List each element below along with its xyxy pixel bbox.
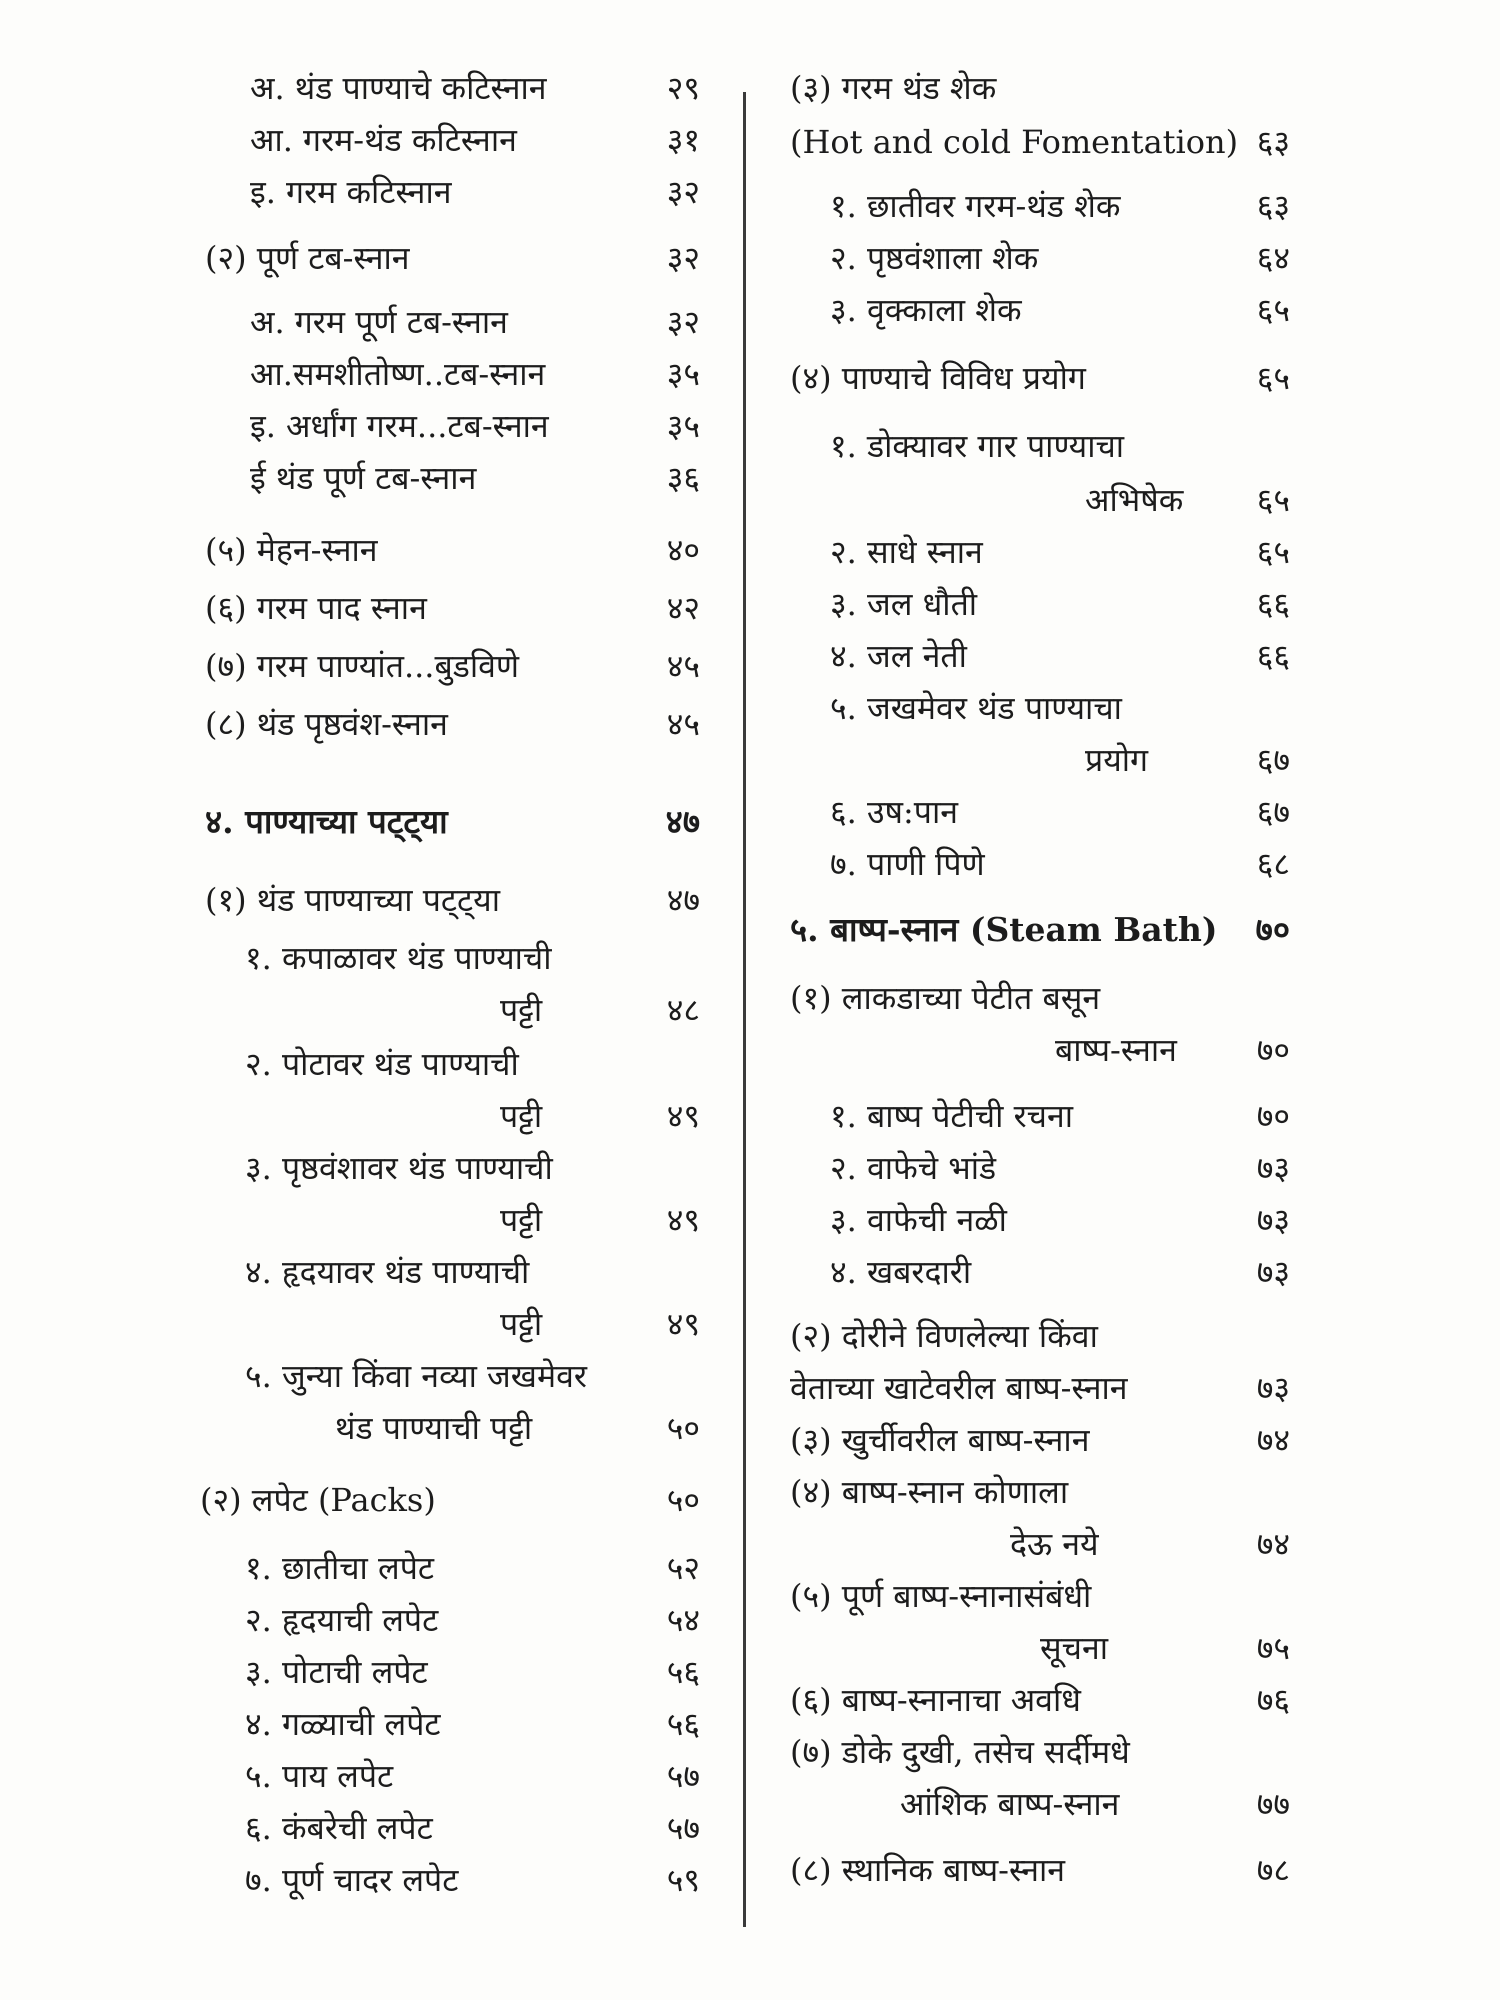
toc-entry <box>745 1778 1500 1830</box>
toc-entry-page-number: ५० <box>666 1481 700 1519</box>
toc-entry <box>0 698 745 750</box>
toc-entry-label: आ. गरम-थंड कटिस्नान <box>250 121 517 159</box>
toc-entry-label: २. साधे स्नान <box>830 533 983 571</box>
toc-entry-page-number: ६७ <box>1256 741 1290 779</box>
toc-entry <box>0 348 745 400</box>
toc-entry <box>745 972 1500 1024</box>
toc-entry-label: ३. जल धौती <box>830 585 978 623</box>
toc-left-column <box>0 0 745 2000</box>
toc-entry-page-number: ३५ <box>666 355 700 393</box>
toc-entry <box>0 1194 745 1246</box>
toc-entry-page-number: ३६ <box>666 459 700 497</box>
toc-entry <box>745 1024 1500 1076</box>
toc-entry <box>745 734 1500 786</box>
toc-entry-page-number: ४० <box>666 531 700 569</box>
toc-entry <box>745 630 1500 682</box>
toc-entry-label: (७) गरम पाण्यांत...बुडविणे <box>205 647 520 685</box>
toc-entry <box>745 1194 1500 1246</box>
toc-entry-page-number: ४९ <box>666 1305 700 1343</box>
toc-entry <box>745 786 1500 838</box>
toc-entry-page-number: ५६ <box>666 1705 700 1743</box>
toc-entry-label: देऊ नये <box>1010 1525 1099 1563</box>
toc-entry-page-number: ७८ <box>1256 1851 1290 1889</box>
toc-entry-page-number: ६३ <box>1256 123 1290 161</box>
toc-entry-label: २. वाफेचे भांडे <box>830 1149 997 1187</box>
toc-entry-label: (६) गरम पाद स्नान <box>205 589 427 627</box>
toc-entry-label: पट्टी <box>500 1201 543 1239</box>
toc-entry-page-number: ५२ <box>666 1549 700 1587</box>
toc-entry <box>745 904 1500 956</box>
toc-entry-page-number: ४५ <box>666 647 700 685</box>
toc-entry-page-number: ५७ <box>666 1809 700 1847</box>
toc-entry-label: (६) बाष्प-स्नानाचा अवधि <box>790 1681 1081 1719</box>
toc-entry <box>745 1726 1500 1778</box>
toc-entry-page-number: ५६ <box>666 1653 700 1691</box>
toc-entry <box>745 682 1500 734</box>
toc-entry <box>745 1844 1500 1896</box>
toc-entry-page-number: ४५ <box>666 705 700 743</box>
toc-entry-page-number: ४२ <box>666 589 700 627</box>
toc-entry-page-number: ७४ <box>1256 1421 1290 1459</box>
toc-entry-label: आंशिक बाष्प-स्नान <box>900 1785 1120 1823</box>
toc-entry-label: (४) बाष्प-स्नान कोणाला <box>790 1473 1069 1511</box>
toc-entry-label: अ. थंड पाण्याचे कटिस्नान <box>250 69 547 107</box>
toc-entry-label: वेताच्या खाटेवरील बाष्प-स्नान <box>790 1369 1128 1407</box>
toc-entry <box>0 1142 745 1194</box>
toc-entry-page-number: ४९ <box>666 1201 700 1239</box>
toc-entry <box>745 578 1500 630</box>
toc-entry-label: ३. वाफेची नळी <box>830 1201 1007 1239</box>
toc-entry <box>0 796 745 848</box>
toc-entry-page-number: ७० <box>1256 1097 1290 1135</box>
toc-entry-label: २. पोटावर थंड पाण्याची <box>245 1045 519 1083</box>
toc-entry <box>0 1474 745 1526</box>
toc-entry <box>745 62 1500 114</box>
toc-entry <box>0 1854 745 1906</box>
toc-entry-page-number: ७५ <box>1256 1629 1290 1667</box>
toc-entry-label: ५. बाष्प-स्नान (Steam Bath) <box>790 910 1218 949</box>
toc-entry-page-number: ३२ <box>666 239 700 277</box>
toc-entry-page-number: ७३ <box>1256 1253 1290 1291</box>
toc-entry-label: ६. उष:पान <box>830 793 959 831</box>
toc-entry-label: (७) डोके दुखी, तसेच सर्दीमधे <box>790 1733 1130 1771</box>
toc-entry <box>745 1466 1500 1518</box>
toc-right-column <box>745 0 1500 2000</box>
toc-entry-page-number: ६६ <box>1256 585 1290 623</box>
toc-entry-page-number: ४७ <box>666 881 700 919</box>
toc-entry-label: ४. हृदयावर थंड पाण्याची <box>245 1253 530 1291</box>
toc-entry-label: (५) मेहन-स्नान <box>205 531 378 569</box>
toc-entry-page-number: ६५ <box>1256 291 1290 329</box>
toc-entry-page-number: ७० <box>1256 1031 1290 1069</box>
toc-entry <box>0 1594 745 1646</box>
toc-entry-page-number: ४८ <box>666 991 700 1029</box>
toc-entry <box>0 452 745 504</box>
toc-entry-label: (३) खुर्चीवरील बाष्प-स्नान <box>790 1421 1090 1459</box>
toc-entry <box>745 526 1500 578</box>
toc-entry-page-number: ६५ <box>1256 533 1290 571</box>
toc-entry-label: ७. पाणी पिणे <box>830 845 985 883</box>
toc-entry-label: १. छातीवर गरम-थंड शेक <box>830 187 1121 225</box>
toc-entry-page-number: ७० <box>1255 910 1290 949</box>
toc-entry-label: ई थंड पूर्ण टब-स्नान <box>250 459 477 497</box>
toc-entry <box>0 62 745 114</box>
toc-entry-page-number: ६५ <box>1256 359 1290 397</box>
toc-entry-page-number: ७७ <box>1256 1785 1290 1823</box>
toc-entry-label: (२) पूर्ण टब-स्नान <box>205 239 410 277</box>
toc-entry-label: सूचना <box>1040 1629 1109 1667</box>
toc-entry-label: ६. कंबरेची लपेट <box>245 1809 433 1847</box>
toc-entry-label: (२) दोरीने विणलेल्या किंवा <box>790 1317 1098 1355</box>
toc-entry-page-number: ५० <box>666 1409 700 1447</box>
toc-entry-page-number: ५४ <box>666 1601 700 1639</box>
toc-entry-page-number: ४७ <box>665 802 700 841</box>
toc-entry-label: अभिषेक <box>1085 481 1184 519</box>
toc-entry <box>745 1090 1500 1142</box>
toc-entry <box>0 582 745 634</box>
toc-entry-label: बाष्प-स्नान <box>1055 1031 1177 1069</box>
toc-entry-page-number: २९ <box>666 69 700 107</box>
toc-entry <box>0 1038 745 1090</box>
toc-entry <box>745 180 1500 232</box>
toc-entry-label: (१) लाकडाच्या पेटीत बसून <box>790 979 1101 1017</box>
toc-entry-page-number: ७३ <box>1256 1369 1290 1407</box>
toc-entry-label: ४. पाण्याच्या पट्ट्या <box>205 802 448 841</box>
toc-entry <box>745 1414 1500 1466</box>
toc-entry-label: ५. पाय लपेट <box>245 1757 394 1795</box>
toc-entry-label: ४. गळ्याची लपेट <box>245 1705 441 1743</box>
toc-entry-label: १. कपाळावर थंड पाण्याची <box>245 939 552 977</box>
toc-entry-label: ३. पृष्ठवंशावर थंड पाण्याची <box>245 1149 553 1187</box>
toc-entry <box>0 1646 745 1698</box>
toc-entry-label: ५. जखमेवर थंड पाण्याचा <box>830 689 1122 727</box>
toc-entry <box>745 474 1500 526</box>
toc-entry <box>745 232 1500 284</box>
toc-entry <box>745 420 1500 472</box>
toc-entry <box>0 1698 745 1750</box>
toc-entry-label: अ. गरम पूर्ण टब-स्नान <box>250 303 508 341</box>
toc-entry-page-number: ६७ <box>1256 793 1290 831</box>
toc-entry <box>745 1142 1500 1194</box>
toc-entry <box>0 1090 745 1142</box>
toc-entry <box>0 874 745 926</box>
toc-entry <box>0 1402 745 1454</box>
toc-entry-label: पट्टी <box>500 1097 543 1135</box>
toc-entry-label: १. बाष्प पेटीची रचना <box>830 1097 1074 1135</box>
toc-entry-page-number: ६३ <box>1256 187 1290 225</box>
toc-entry-label: (Hot and cold Fomentation) <box>790 123 1239 161</box>
toc-entry-label: (२) लपेट (Packs) <box>200 1481 436 1519</box>
toc-entry <box>0 640 745 692</box>
toc-entry <box>0 1542 745 1594</box>
toc-entry-label: (८) थंड पृष्ठवंश-स्नान <box>205 705 448 743</box>
toc-entry <box>0 932 745 984</box>
toc-entry-label: पट्टी <box>500 991 543 1029</box>
toc-entry-label: प्रयोग <box>1085 741 1149 779</box>
toc-entry-label: इ. अर्धांग गरम...टब-स्नान <box>250 407 549 445</box>
toc-entry-page-number: ७३ <box>1256 1149 1290 1187</box>
toc-entry-page-number: ६८ <box>1256 845 1290 883</box>
toc-entry-label: (८) स्थानिक बाष्प-स्नान <box>790 1851 1066 1889</box>
toc-entry <box>745 116 1500 168</box>
toc-entry <box>745 1674 1500 1726</box>
toc-entry-label: थंड पाण्याची पट्टी <box>335 1409 533 1447</box>
toc-entry-label: ३. पोटाची लपेट <box>245 1653 428 1691</box>
toc-entry-label: ७. पूर्ण चादर लपेट <box>245 1861 459 1899</box>
toc-entry <box>745 1362 1500 1414</box>
toc-entry <box>745 1310 1500 1362</box>
toc-entry-label: २. पृष्ठवंशाला शेक <box>830 239 1039 277</box>
toc-entry-label: १. छातीचा लपेट <box>245 1549 435 1587</box>
toc-entry-label: (३) गरम थंड शेक <box>790 69 997 107</box>
toc-entry-label: आ.समशीतोष्ण..टब-स्नान <box>250 355 546 393</box>
toc-entry-label: ४. खबरदारी <box>830 1253 972 1291</box>
toc-entry-label: १. डोक्यावर गार पाण्याचा <box>830 427 1125 465</box>
toc-entry-label: (१) थंड पाण्याच्या पट्ट्या <box>205 881 501 919</box>
toc-entry <box>0 1750 745 1802</box>
toc-entry <box>0 1298 745 1350</box>
toc-entry-page-number: ६६ <box>1256 637 1290 675</box>
toc-entry <box>0 232 745 284</box>
toc-entry-page-number: ५७ <box>666 1757 700 1795</box>
toc-entry <box>0 166 745 218</box>
toc-entry-label: पट्टी <box>500 1305 543 1343</box>
toc-entry <box>745 1570 1500 1622</box>
toc-entry-page-number: ७३ <box>1256 1201 1290 1239</box>
toc-entry-page-number: ३१ <box>666 121 700 159</box>
toc-entry-page-number: ३५ <box>666 407 700 445</box>
toc-entry <box>0 1350 745 1402</box>
toc-entry-label: इ. गरम कटिस्नान <box>250 173 452 211</box>
toc-entry-page-number: ३२ <box>666 173 700 211</box>
toc-entry-page-number: ४९ <box>666 1097 700 1135</box>
toc-entry-label: ५. जुन्या किंवा नव्या जखमेवर <box>245 1357 587 1395</box>
toc-entry <box>0 1246 745 1298</box>
toc-entry-label: २. हृदयाची लपेट <box>245 1601 439 1639</box>
toc-entry <box>0 400 745 452</box>
toc-entry <box>0 524 745 576</box>
toc-entry-page-number: ७४ <box>1256 1525 1290 1563</box>
toc-entry <box>745 1246 1500 1298</box>
toc-entry <box>745 352 1500 404</box>
toc-entry <box>0 114 745 166</box>
toc-entry <box>745 1518 1500 1570</box>
toc-entry-label: (५) पूर्ण बाष्प-स्नानासंबंधी <box>790 1577 1092 1615</box>
toc-entry-page-number: ६४ <box>1256 239 1290 277</box>
toc-entry-page-number: ७६ <box>1256 1681 1290 1719</box>
toc-entry-label: (४) पाण्याचे विविध प्रयोग <box>790 359 1086 397</box>
toc-entry <box>0 984 745 1036</box>
toc-entry <box>0 1802 745 1854</box>
toc-entry-page-number: ६५ <box>1256 481 1290 519</box>
toc-entry-label: ४. जल नेती <box>830 637 967 675</box>
toc-entry <box>745 284 1500 336</box>
toc-entry <box>0 296 745 348</box>
toc-entry-page-number: ५९ <box>666 1861 700 1899</box>
toc-entry <box>745 838 1500 890</box>
toc-entry-page-number: ३२ <box>666 303 700 341</box>
toc-entry <box>745 1622 1500 1674</box>
toc-entry-label: ३. वृक्काला शेक <box>830 291 1022 329</box>
